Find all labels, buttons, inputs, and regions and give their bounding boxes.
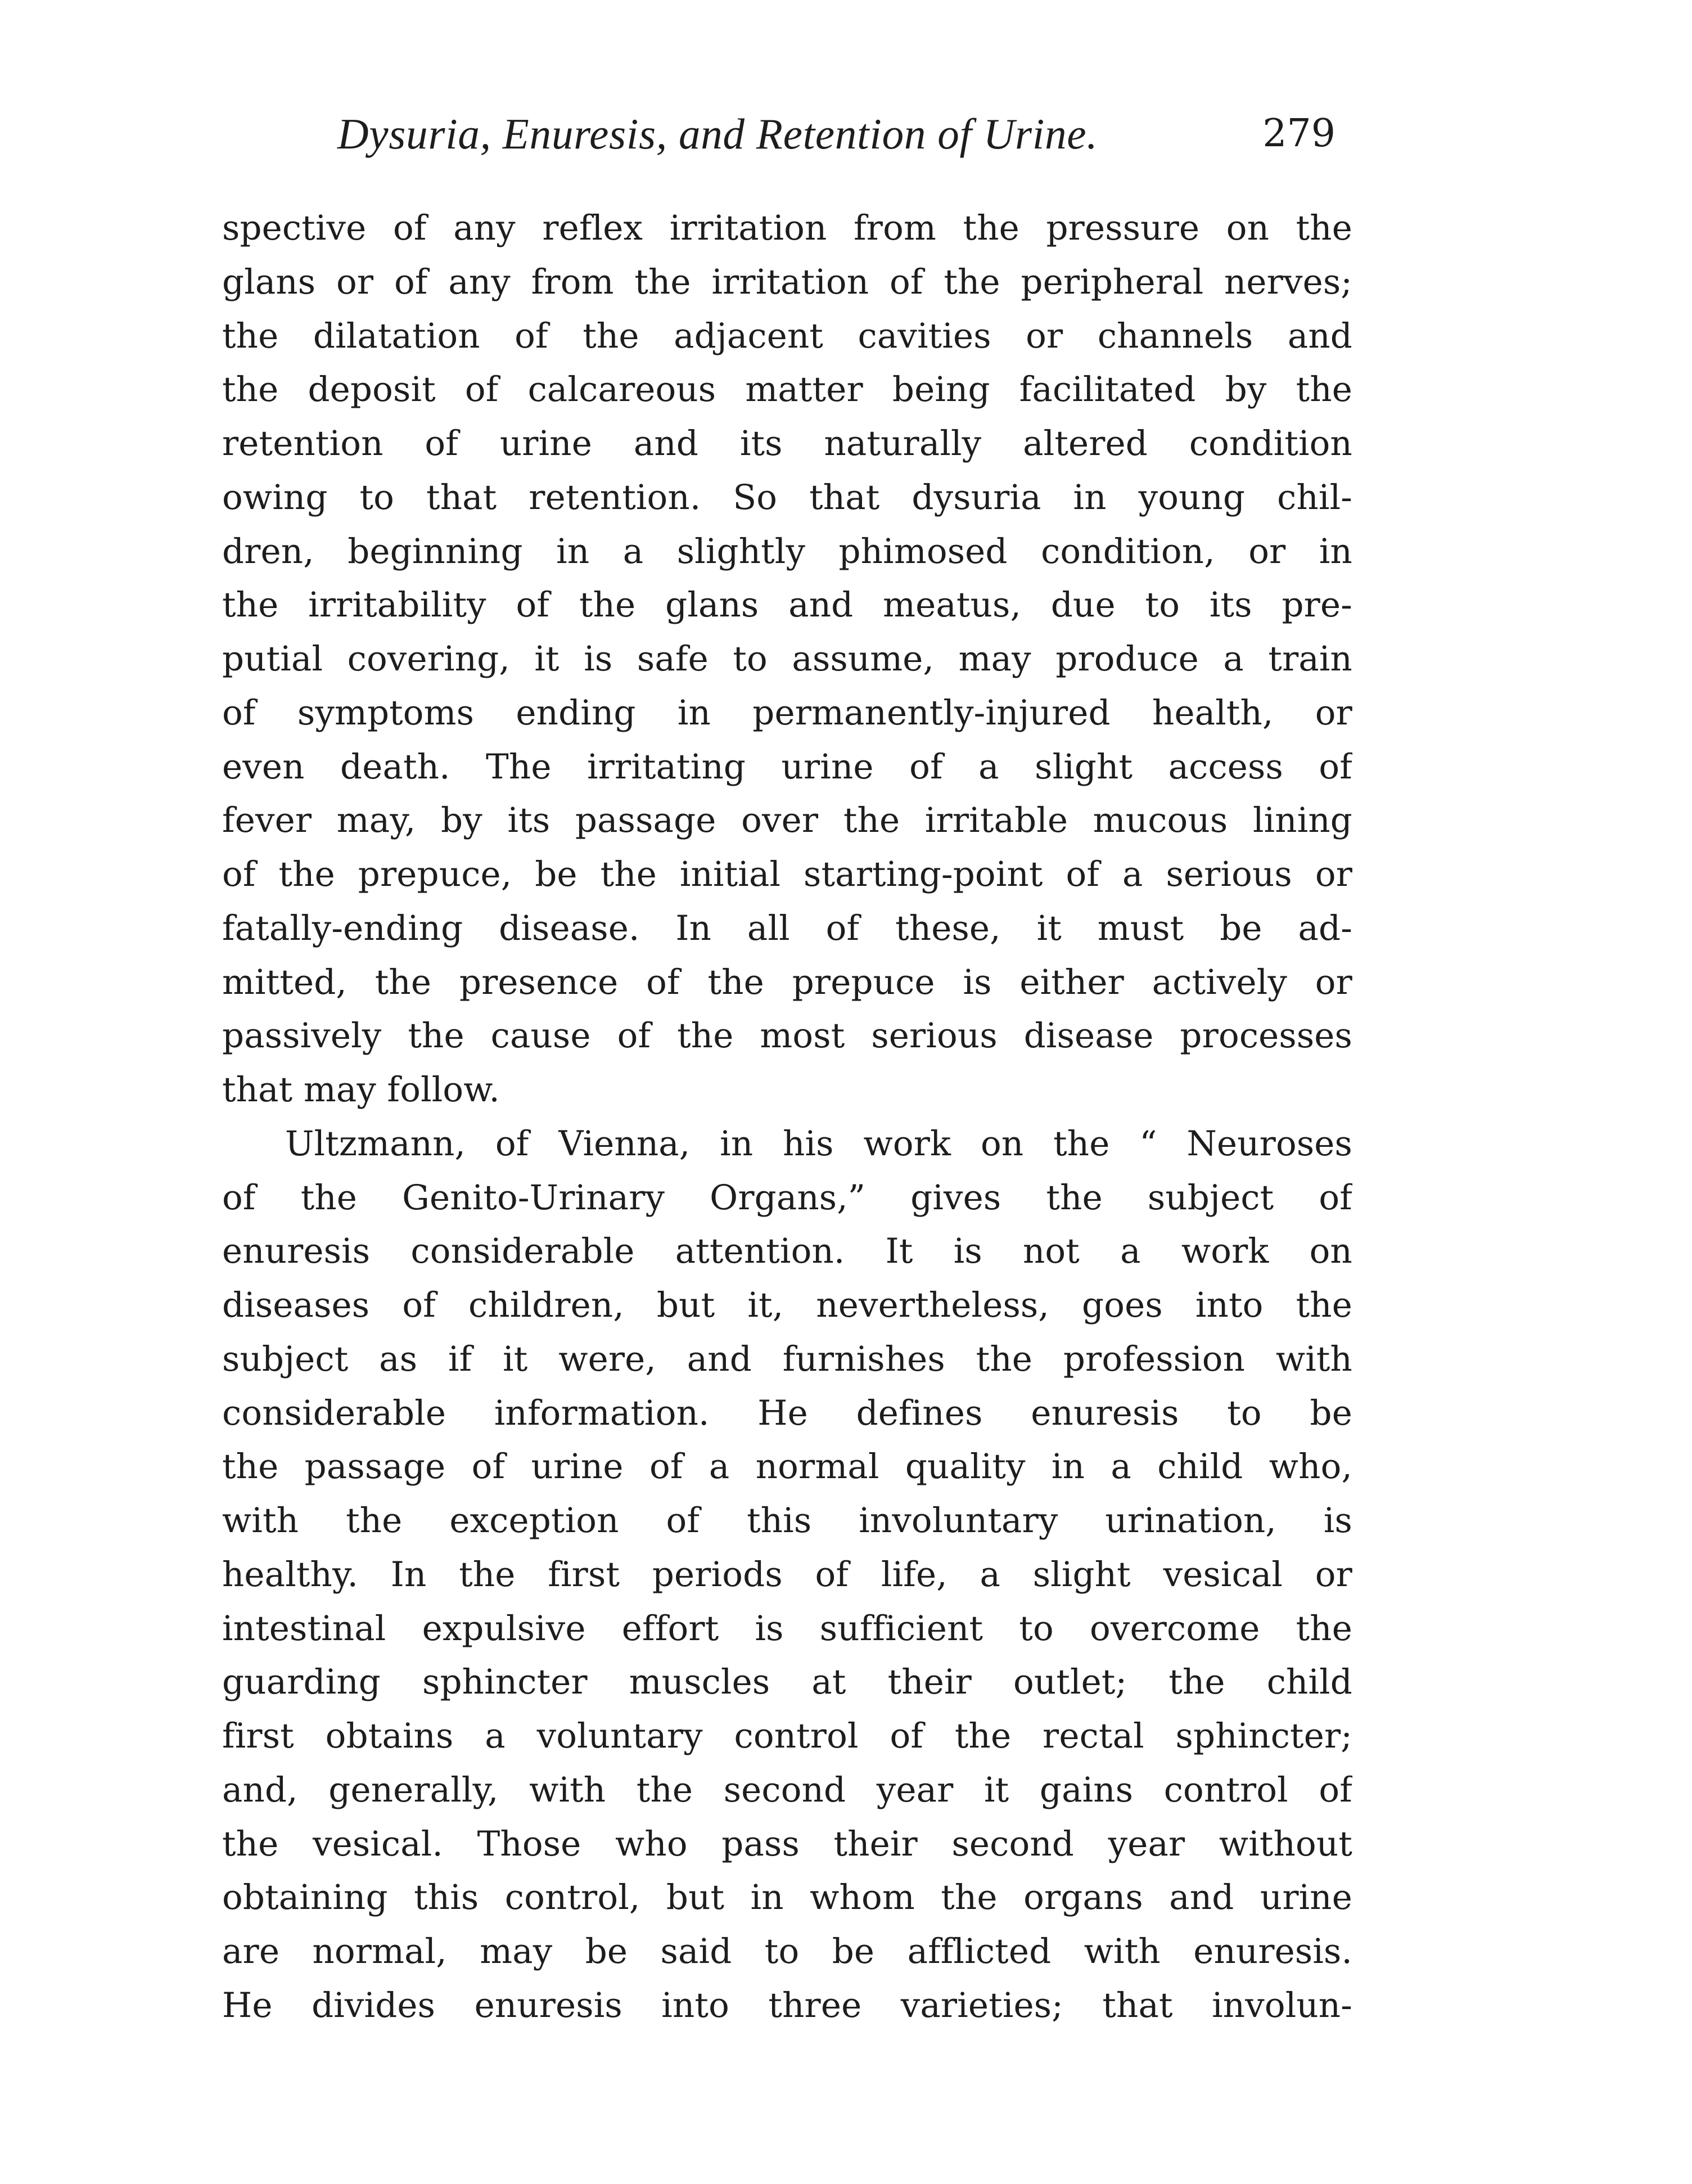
text-line: spective of any reflex irritation from the pressure on the — [222, 208, 1352, 248]
text-line: of the Genito-Urinary Organs,” gives the subject of — [222, 1177, 1352, 1218]
running-title: Dysuria, Enuresis, and Retention of Urine. — [337, 110, 1098, 158]
text-line: enuresis considerable attention. It is not a work on — [222, 1231, 1352, 1272]
text-line: fever may, by its passage over the irritable mucous lining — [222, 800, 1352, 841]
text-line: and, generally, with the second year it gains control of — [222, 1769, 1352, 1810]
paragraph-end-line: that may follow. — [222, 1070, 500, 1110]
text-line: the deposit of calcareous matter being facilitated by the — [222, 370, 1352, 410]
text-line: the passage of urine of a normal quality in a child who, — [222, 1447, 1352, 1487]
text-line: glans or of any from the irritation of the peripheral nerves; — [222, 262, 1352, 302]
page-number: 279 — [1262, 111, 1335, 156]
text-line: are normal, may be said to be afflicted with enuresis. — [222, 1931, 1352, 1971]
text-line: mitted, the presence of the prepuce is either actively or — [222, 962, 1352, 1002]
text-line: with the exception of this involuntary urination, is — [222, 1501, 1352, 1541]
text-line: subject as if it were, and furnishes the profession with — [222, 1339, 1352, 1379]
paragraph-start-line: Ultzmann, of Vienna, in his work on the “ Neuroses — [285, 1123, 1352, 1164]
text-line: even death. The irritating urine of a slight access of — [222, 746, 1352, 787]
text-line: first obtains a voluntary control of the rectal sphincter; — [222, 1716, 1352, 1756]
text-line: He divides enuresis into three varieties; that involun- — [222, 1985, 1352, 2025]
text-line: of symptoms ending in permanently-injured health, or — [222, 692, 1352, 733]
text-line: guarding sphincter muscles at their outlet; the child — [222, 1662, 1352, 1703]
text-line: fatally-ending disease. In all of these, it must be ad- — [222, 908, 1352, 948]
text-line: the irritability of the glans and meatus, due to its pre- — [222, 585, 1352, 625]
text-line: passively the cause of the most serious disease processes — [222, 1016, 1352, 1056]
text-line: retention of urine and its naturally altered condition — [222, 424, 1352, 463]
text-line: considerable information. He defines enuresis to be — [222, 1393, 1352, 1433]
text-line: obtaining this control, but in whom the organs and urine — [222, 1877, 1352, 1918]
text-line: of the prepuce, be the initial starting-point of a serious or — [222, 854, 1352, 894]
body-text — [222, 201, 1352, 2033]
text-line: putial covering, it is safe to assume, may produce a train — [222, 639, 1352, 679]
text-line: owing to that retention. So that dysuria in young chil- — [222, 477, 1352, 517]
text-line: dren, beginning in a slightly phimosed condition, or in — [222, 531, 1352, 571]
text-line: intestinal expulsive effort is sufficient to overcome the — [222, 1608, 1352, 1649]
text-line: the dilatation of the adjacent cavities or channels and — [222, 316, 1352, 356]
running-head — [318, 100, 1335, 168]
text-line: healthy. In the first periods of life, a slight vesical or — [222, 1554, 1352, 1595]
text-line: the vesical. Those who pass their second year without — [222, 1823, 1352, 1864]
text-line: diseases of children, but it, nevertheless, goes into the — [222, 1285, 1352, 1325]
